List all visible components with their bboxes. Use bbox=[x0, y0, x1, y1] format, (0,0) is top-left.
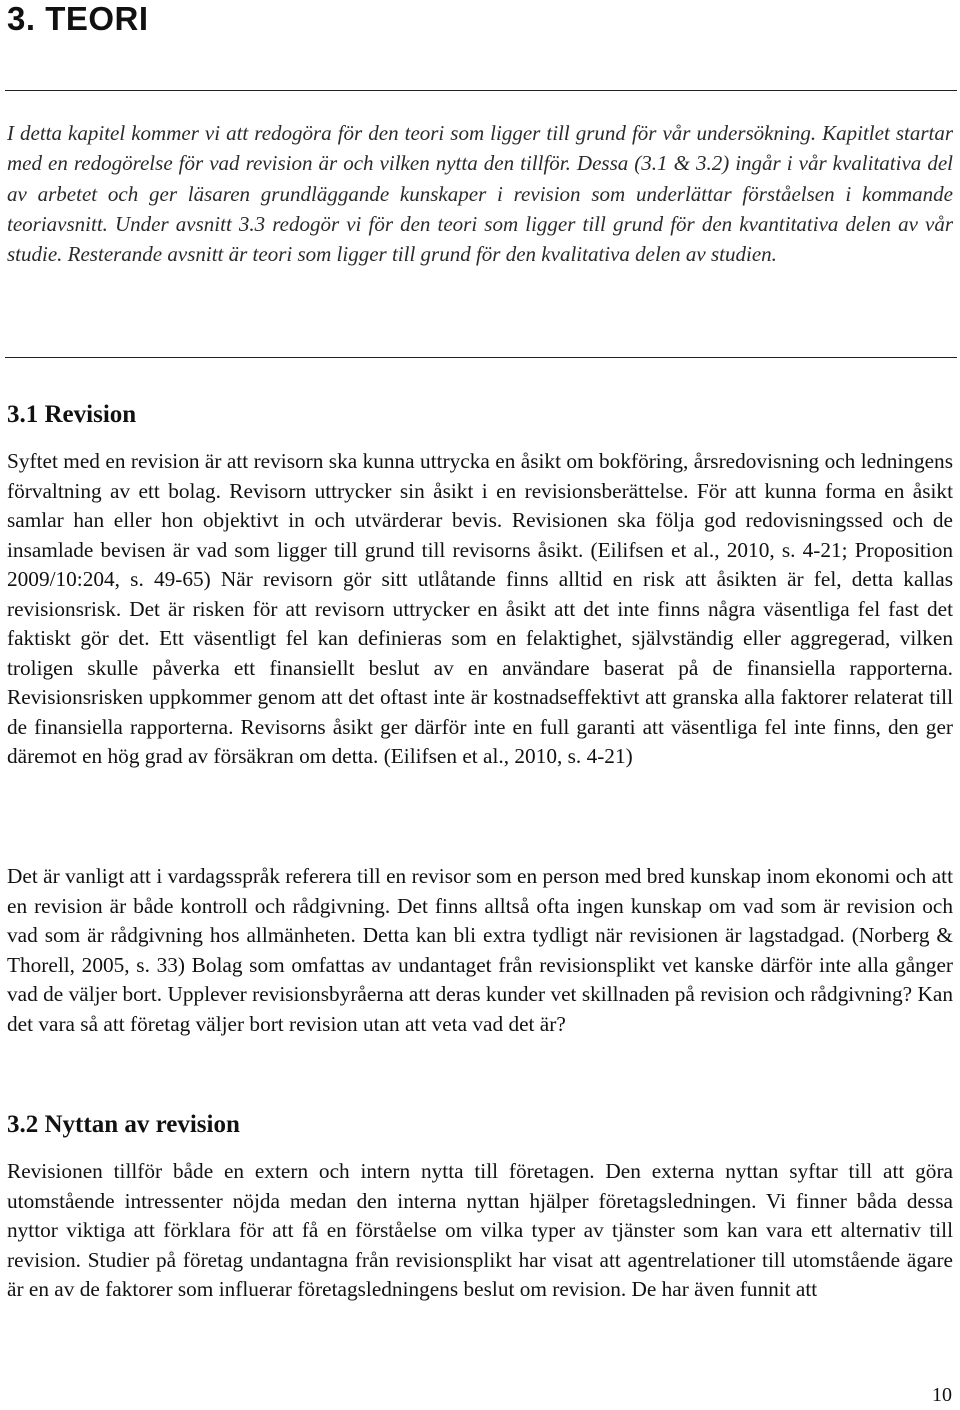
bottom-divider bbox=[5, 357, 957, 358]
section-heading-nyttan: 3.2 Nyttan av revision bbox=[7, 1111, 240, 1138]
section-paragraph: Revisionen tillför både en extern och intern nytta till företagen. Den externa nyttan syftar till att göra utomstående intressenter nöjda medan den interna nyttan hjälper företagsledningen. Vi finner båda dessa nyttor viktiga att förklara för att få en förståelse om vilka typer av tjänster som kan vara ett alternativ till revision. Studier på företag undantagna från revisionsplikt har visat att agentrelationer till utomstående ägare är en av de faktorer som influerar företagsledningens beslut om revision. De har även funnit att bbox=[7, 1159, 953, 1301]
chapter-title: 3. TEORI bbox=[7, 0, 149, 37]
chapter-intro: I detta kapitel kommer vi att redogöra för den teori som ligger till grund för vår undersökning. Kapitlet startar med en redogörelse för vad revision är och vilken nytta den tillför. Dessa (3.1 & 3.2) ingår i vår kvalitativa del av arbetet och ger läsaren grundläggande kunskaper i revision som underlättar förståelsen i kommande teoriavsnitt. Under avsnitt 3.3 redogör vi för den teori som ligger till grund för den kvantitativa delen av vår studie. Resterande avsnitt är teori som ligger till grund för den kvalitativa delen av studien. bbox=[7, 121, 953, 267]
section-paragraph: Det är vanligt att i vardagsspråk referera till en revisor som en person med bred kunskap inom ekonomi och att en revision är både kontroll och rådgivning. Det finns alltså ofta ingen kunskap om vad som är revision och vad som är rådgivning hos allmänheten. Detta kan bli extra tydligt när revisionen är lagstadgad. (Norberg & Thorell, 2005, s. 33) Bolag som omfattas av undantaget från revisionsplikt vet kanske därför inte alla gånger vad de väljer bort. Upplever revisionsbyråerna att deras kunder vet skillnaden på revision och rådgivning? Kan det vara så att företag väljer bort revision utan att veta vad det är? bbox=[7, 864, 953, 1036]
section-heading-revision: 3.1 Revision bbox=[7, 401, 137, 428]
top-divider bbox=[5, 90, 957, 91]
page-number: 10 bbox=[932, 1384, 952, 1406]
section-paragraph: Syftet med en revision är att revisorn ska kunna uttrycka en åsikt om bokföring, årsredovisning och ledningens förvaltning av ett bolag. Revisorn uttrycker sin åsikt i en revisionsberättelse. För att kunna forma en åsikt samlar han eller hon objektivt in och utvärderar bevis. Revisionen ska följa god redovisningssed och de insamlade bevisen är vad som ligger till grund till revisorns åsikt. (Eilifsen et al., 2010, s. 4-21; Proposition 2009/10:204, s. 49-65) När revisorn gör sitt utlåtande finns alltid en risk att åsikten är fel, detta kallas revisionsrisk. Det är risken för att revisorn uttrycker en åsikt att det inte finns några väsentliga fel fast det faktiskt gör det. Ett väsentligt fel kan definieras som en felaktighet, självständig eller aggregerad, vilken troligen skulle påverka ett finansiellt beslut av en användare baserat på de finansiella rapporterna. Revisionsrisken uppkommer genom att det oftast inte är kostnadseffektivt att granska alla faktorer relaterat till de finansiella rapporterna. Revisorns åsikt ger därför inte en full garanti att väsentliga fel inte finns, den ger däremot en hög grad av försäkran om detta. (Eilifsen et al., 2010, s. 4-21) bbox=[7, 449, 953, 768]
